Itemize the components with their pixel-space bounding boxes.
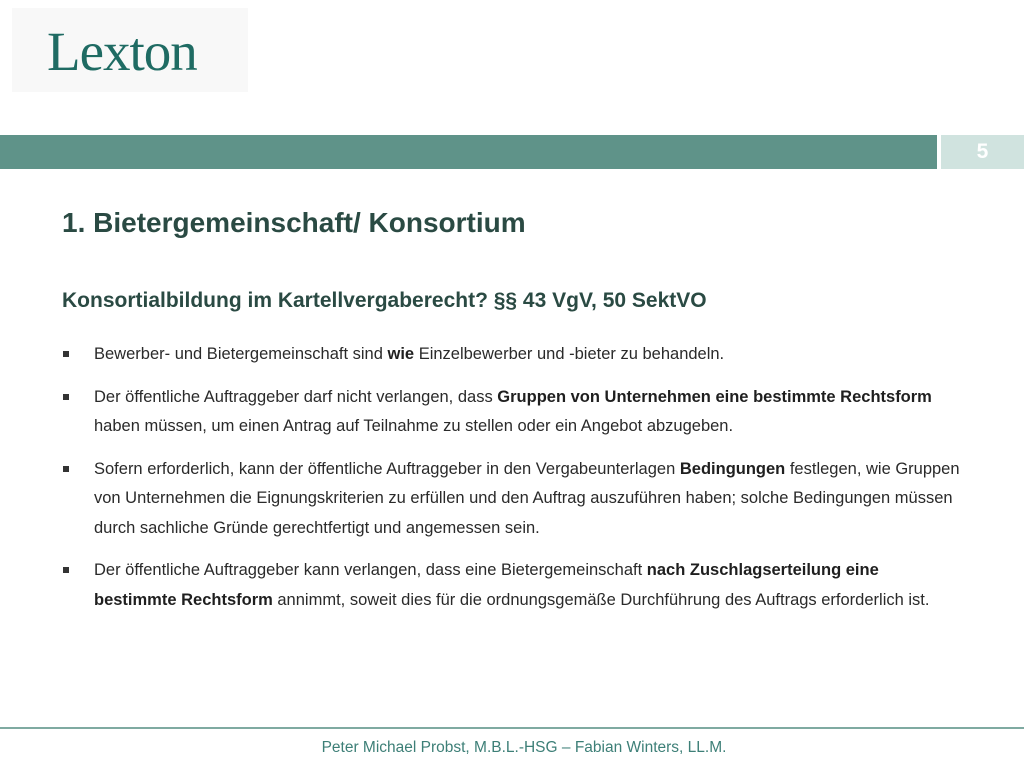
slide-title: 1. Bietergemeinschaft/ Konsortium <box>62 207 526 238</box>
square-bullet-icon <box>63 351 69 357</box>
footer-authors: Peter Michael Probst, M.B.L.-HSG – Fabian Winters, LL.M. <box>321 739 727 756</box>
bullet-run: annimmt, soweit dies für die ordnungsgemäße Durchführung des Auftrags erforderlich ist. <box>272 590 930 609</box>
bullet-item <box>62 383 962 442</box>
bullet-list <box>62 340 962 628</box>
bullet-run: Sofern erforderlich, kann der öffentliche Auftraggeber in den Vergabeunterlagen <box>94 459 680 478</box>
bullet-text <box>94 388 932 436</box>
bullet-item <box>62 340 962 370</box>
bullet-run: Der öffentliche Auftraggeber kann verlangen, dass eine Bietergemeinschaft <box>94 561 647 579</box>
lexton-logo: Lexton <box>47 21 197 82</box>
bullet-text <box>94 345 724 363</box>
slide-subtitle: Konsortialbildung im Kartellvergaberecht? §§ 43 VgV, 50 SektVO <box>62 289 707 312</box>
square-bullet-icon <box>63 466 69 472</box>
header-band <box>0 135 937 169</box>
bullet-item <box>62 455 962 544</box>
bullet-item <box>62 556 962 615</box>
bullet-text <box>94 561 929 609</box>
square-bullet-icon <box>63 394 69 400</box>
bullet-bold-run: Gruppen von Unternehmen eine bestimmte Rechtsform <box>497 387 932 406</box>
bullet-bold-run: nach Zuschlagserteilung eine bestimmte Rechtsform <box>94 561 879 609</box>
bullet-run: festlegen, wie Gruppen von Unternehmen die Eignungskriterien zu erfüllen und den Auftrag auszuführen haben; solche Bedingungen müssen durch sachliche Gründe gerechtfertigt und angemessen sein. <box>94 459 960 537</box>
bullet-run: haben müssen, um einen Antrag auf Teilnahme zu stellen oder ein Angebot abzugeben. <box>94 417 734 435</box>
bullet-text <box>94 460 960 537</box>
footer-divider <box>0 727 1024 729</box>
page-number: 5 <box>976 140 989 163</box>
bullet-run: Der öffentliche Auftraggeber darf nicht verlangen, dass <box>94 387 498 406</box>
logo-area <box>12 8 248 92</box>
square-bullet-icon <box>63 567 69 573</box>
bullet-bold-run: Bedingungen <box>679 459 786 478</box>
bullet-bold-run: wie <box>387 345 415 363</box>
bullet-run: Bewerber- und Bietergemeinschaft sind <box>94 345 388 363</box>
bullet-run: Einzelbewerber und -bieter zu behandeln. <box>414 345 725 363</box>
